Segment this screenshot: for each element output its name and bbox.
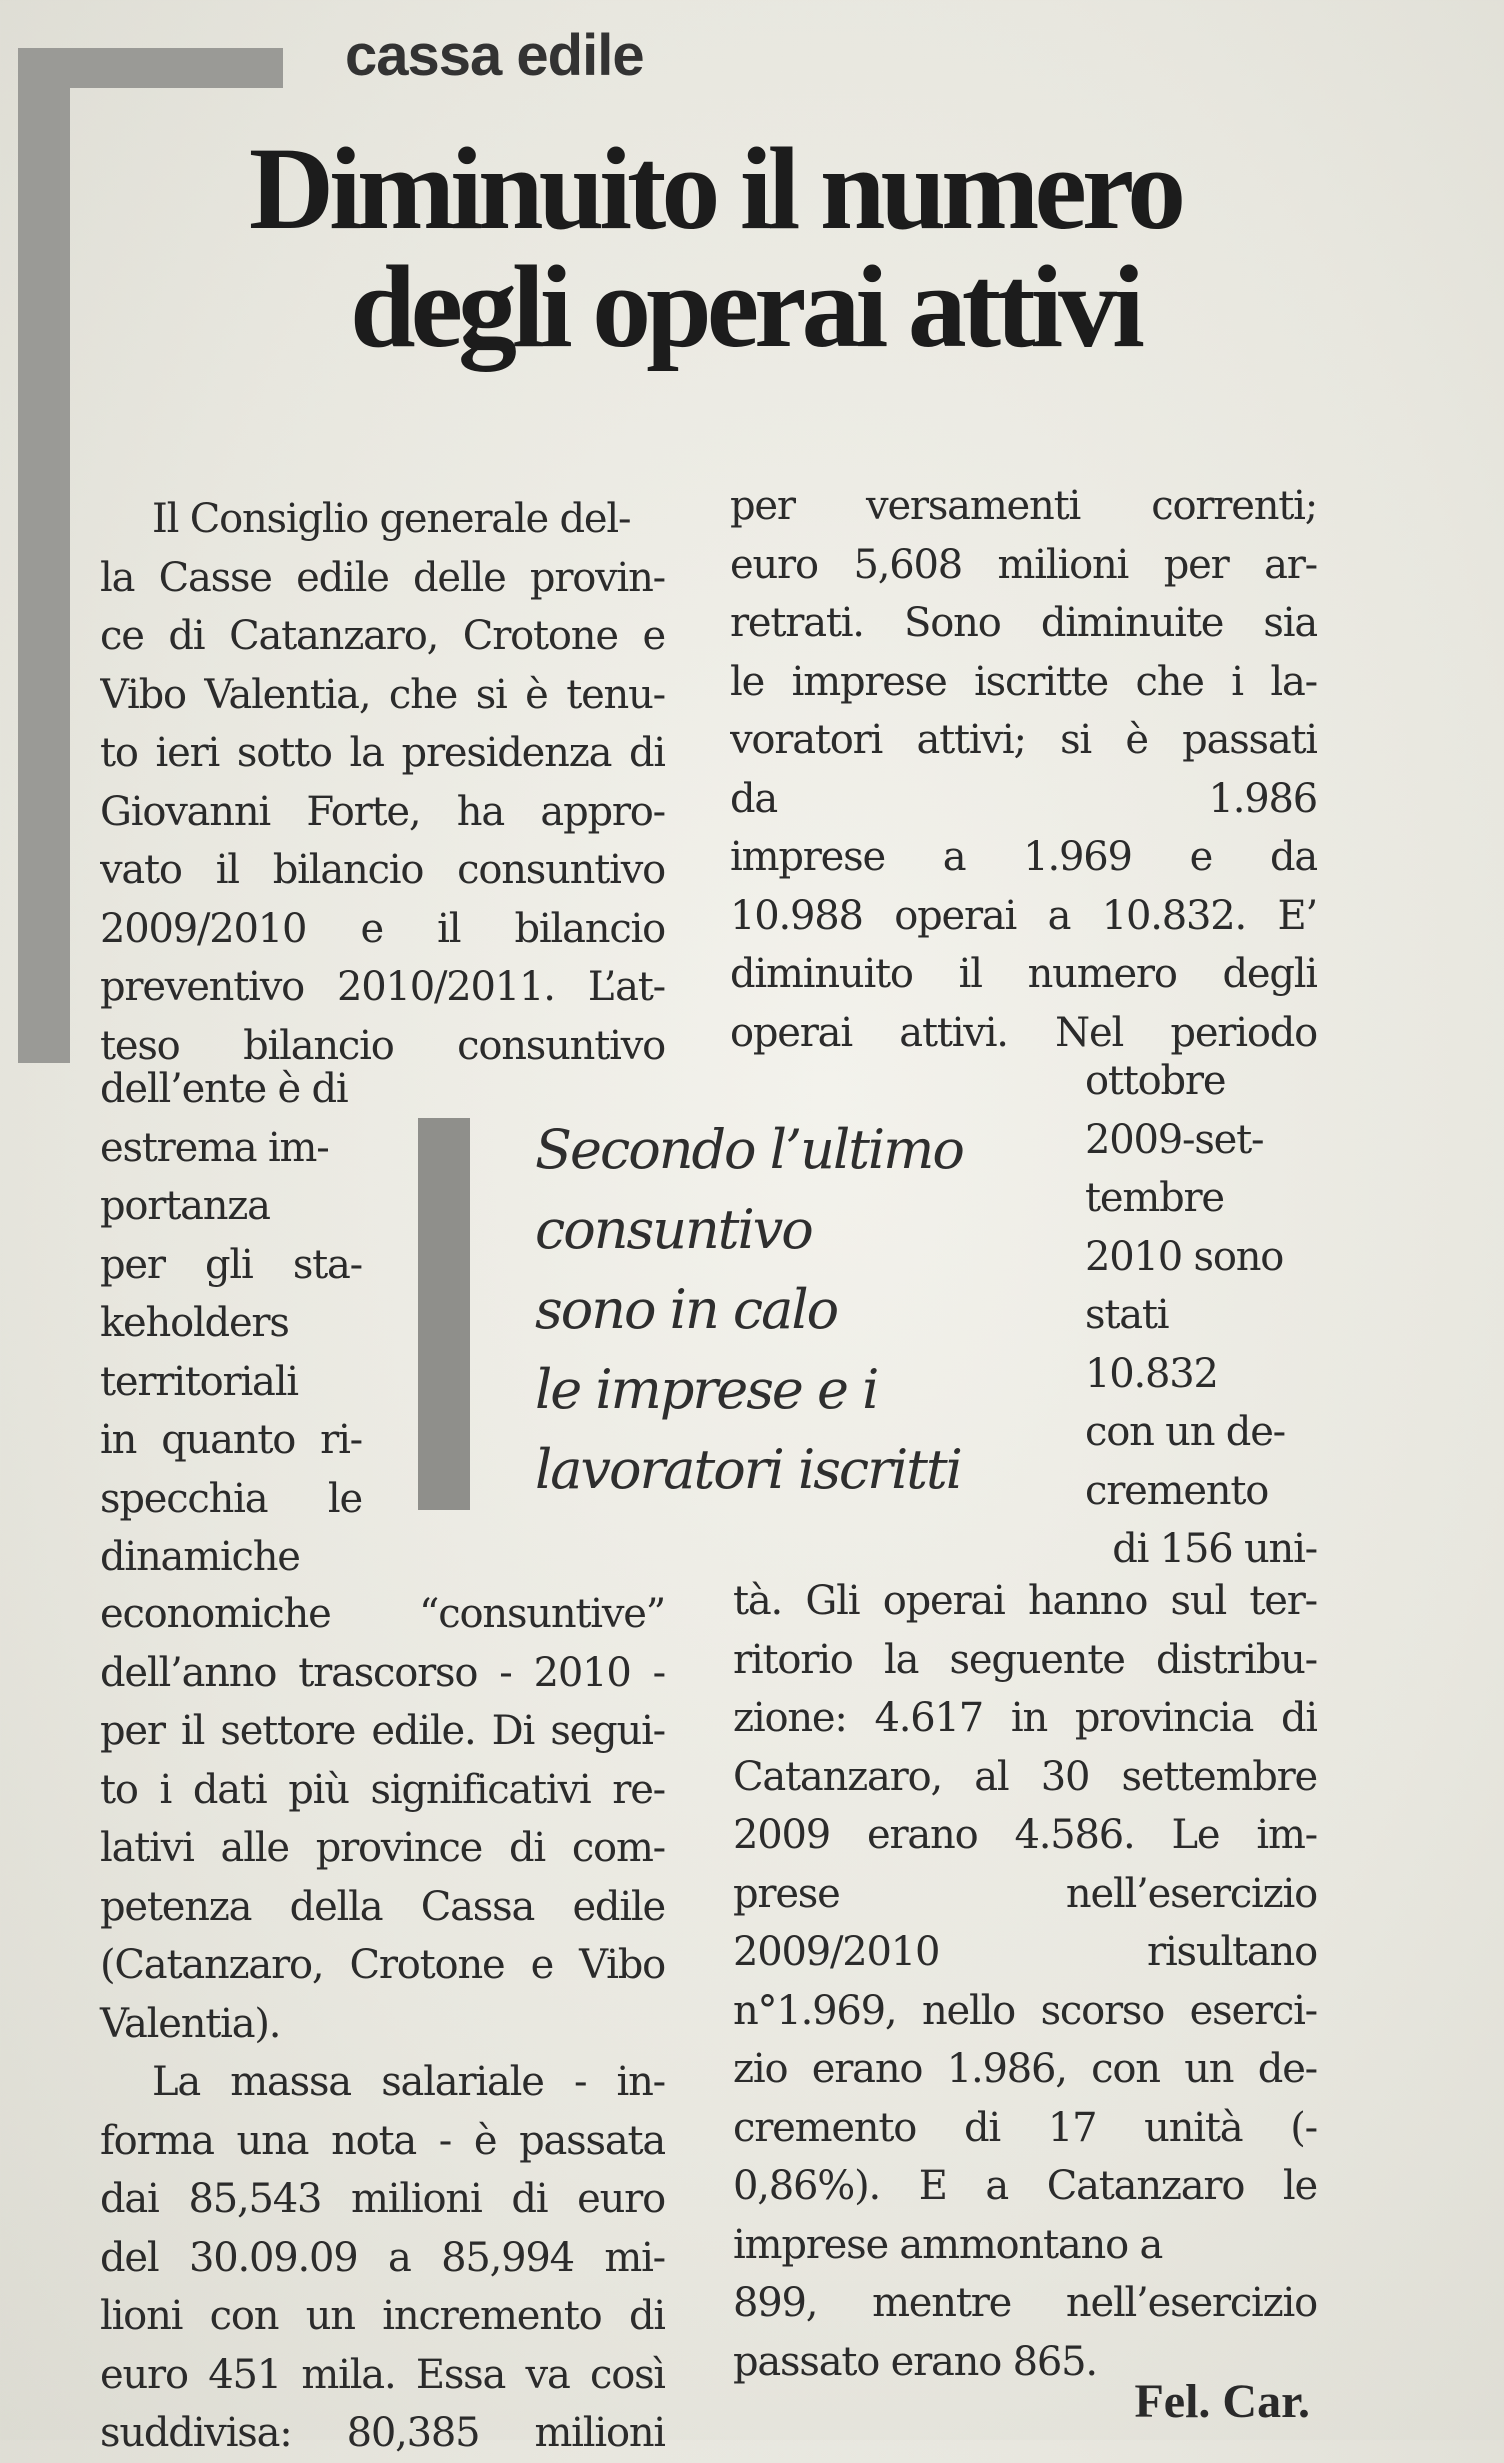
headline-line: degli operai attivi	[350, 241, 1140, 372]
text-line: dinamiche	[100, 1534, 300, 1580]
text-line: voratori attivi; si è passati	[730, 717, 1317, 763]
text-line: (Catanzaro, Crotone e Vibo	[100, 1942, 665, 1988]
left-column-top	[100, 490, 665, 1075]
text-line: di 156 uni-	[1112, 1526, 1317, 1572]
text-line: Giovanni Forte, ha appro-	[100, 788, 665, 835]
text-line: estrema im-	[100, 1124, 329, 1171]
text-line: 10.832	[1085, 1350, 1218, 1397]
text-line: petenza della Cassa edile	[100, 1883, 665, 1930]
text-line: per versamenti correnti;	[730, 483, 1317, 529]
text-line: dell’ente è di	[100, 1066, 348, 1112]
text-line: Il Consiglio generale del-	[152, 496, 631, 542]
text-line: zio erano 1.986, con un de-	[733, 2046, 1317, 2092]
author-signature: Fel. Car.	[1134, 2375, 1310, 2428]
text-line: cremento di 17 unità (-	[733, 2104, 1317, 2151]
text-line: con un de-	[1085, 1409, 1285, 1455]
left-column-bottom	[100, 1585, 665, 2463]
text-line: zione: 4.617 in provincia di	[733, 1695, 1317, 1741]
text-line: vato il bilancio consuntivo	[100, 847, 665, 893]
text-line: retrati. Sono diminuite sia	[730, 600, 1317, 646]
text-line: euro 451 mila. Essa va così	[100, 2351, 665, 2398]
text-line: 10.988 operai a 10.832. E’	[730, 892, 1317, 939]
text-line: del 30.09.09 a 85,994 mi-	[100, 2234, 665, 2281]
text-line: forma una nota - è passata	[100, 2117, 665, 2164]
pullquote-bar	[418, 1118, 470, 1510]
text-line: cremento	[1085, 1467, 1269, 1514]
text-line: 2009 erano 4.586. Le im-	[733, 1812, 1317, 1858]
text-line: 0,86%). E a Catanzaro le	[733, 2163, 1317, 2209]
text-line: 2009/2010 risultano	[733, 1929, 1317, 1975]
right-column-top	[730, 477, 1317, 1062]
text-line: teso bilancio consuntivo	[100, 1022, 665, 1069]
text-line: 2010 sono	[1085, 1233, 1284, 1280]
text-line: suddivisa: 80,385 milioni	[100, 2410, 665, 2456]
text-line: operai attivi. Nel periodo	[730, 1009, 1317, 1056]
text-line: n°1.969, nello scorso eserci-	[733, 1987, 1317, 2034]
text-line: preventivo 2010/2011. L’at-	[100, 964, 665, 1010]
text-line: Catanzaro, al 30 settembre	[733, 1753, 1317, 1800]
text-line: lativi alle province di com-	[100, 1825, 665, 1871]
text-line: dai 85,543 milioni di euro	[100, 2176, 665, 2222]
left-column-narrow	[100, 1060, 362, 1587]
text-line: to i dati più significativi re-	[100, 1766, 665, 1813]
text-line: dell’anno trascorso - 2010 -	[100, 1649, 665, 1696]
text-line: passato erano 865.	[733, 2338, 1097, 2385]
text-line: la Casse edile delle provin-	[100, 554, 665, 601]
text-line: 899, mentre nell’esercizio	[733, 2280, 1317, 2326]
text-line: da 1.986	[730, 775, 1317, 822]
pullquote-line: consuntivo	[535, 1198, 812, 1261]
pullquote-line: lavoratori iscritti	[535, 1438, 961, 1501]
headline-line: Diminuito il numero	[248, 123, 1182, 254]
text-line: per il settore edile. Di segui-	[100, 1708, 665, 1754]
text-line: Valentia).	[100, 2000, 281, 2047]
right-column-bottom	[733, 1572, 1317, 2391]
text-line: prese nell’esercizio	[733, 1870, 1317, 1917]
text-line: specchia le	[100, 1475, 362, 1522]
text-line: ritorio la seguente distribu-	[733, 1636, 1317, 1683]
right-column-narrow	[1085, 1052, 1317, 1579]
section-kicker: cassa edile	[345, 23, 644, 88]
text-line: imprese ammontano a	[733, 2221, 1163, 2268]
text-line: economiche “consuntive”	[100, 1591, 665, 1637]
text-line: le imprese iscritte che i la-	[730, 658, 1317, 705]
text-line: ottobre	[1085, 1058, 1226, 1104]
text-line: euro 5,608 milioni per ar-	[730, 541, 1317, 588]
text-line: territoriali	[100, 1358, 298, 1405]
text-line: portanza	[100, 1183, 270, 1229]
text-line: imprese a 1.969 e da	[730, 834, 1317, 880]
text-line: ce di Catanzaro, Crotone e	[100, 613, 665, 659]
text-line: to ieri sotto la presidenza di	[100, 730, 665, 776]
text-line: in quanto ri-	[100, 1417, 362, 1463]
text-line: diminuito il numero degli	[730, 951, 1317, 997]
text-line: tà. Gli operai hanno sul ter-	[733, 1578, 1317, 1624]
text-line: 2009-set-	[1085, 1116, 1264, 1163]
text-line: per gli sta-	[100, 1241, 362, 1288]
pullquote	[535, 1110, 1055, 1510]
text-line: stati	[1085, 1292, 1169, 1338]
text-line: La massa salariale - in-	[152, 2059, 665, 2105]
text-line: lioni con un incremento di	[100, 2293, 665, 2339]
pullquote-line: Secondo l’ultimo	[535, 1118, 963, 1181]
text-line: tembre	[1085, 1175, 1224, 1221]
text-line: 2009/2010 e il bilancio	[100, 905, 665, 952]
pullquote-line: sono in calo	[535, 1278, 838, 1341]
text-line: Vibo Valentia, che si è tenu-	[100, 671, 665, 718]
headline	[175, 123, 1375, 372]
pullquote-line: le imprese e i	[535, 1358, 878, 1421]
text-line: keholders	[100, 1300, 289, 1346]
